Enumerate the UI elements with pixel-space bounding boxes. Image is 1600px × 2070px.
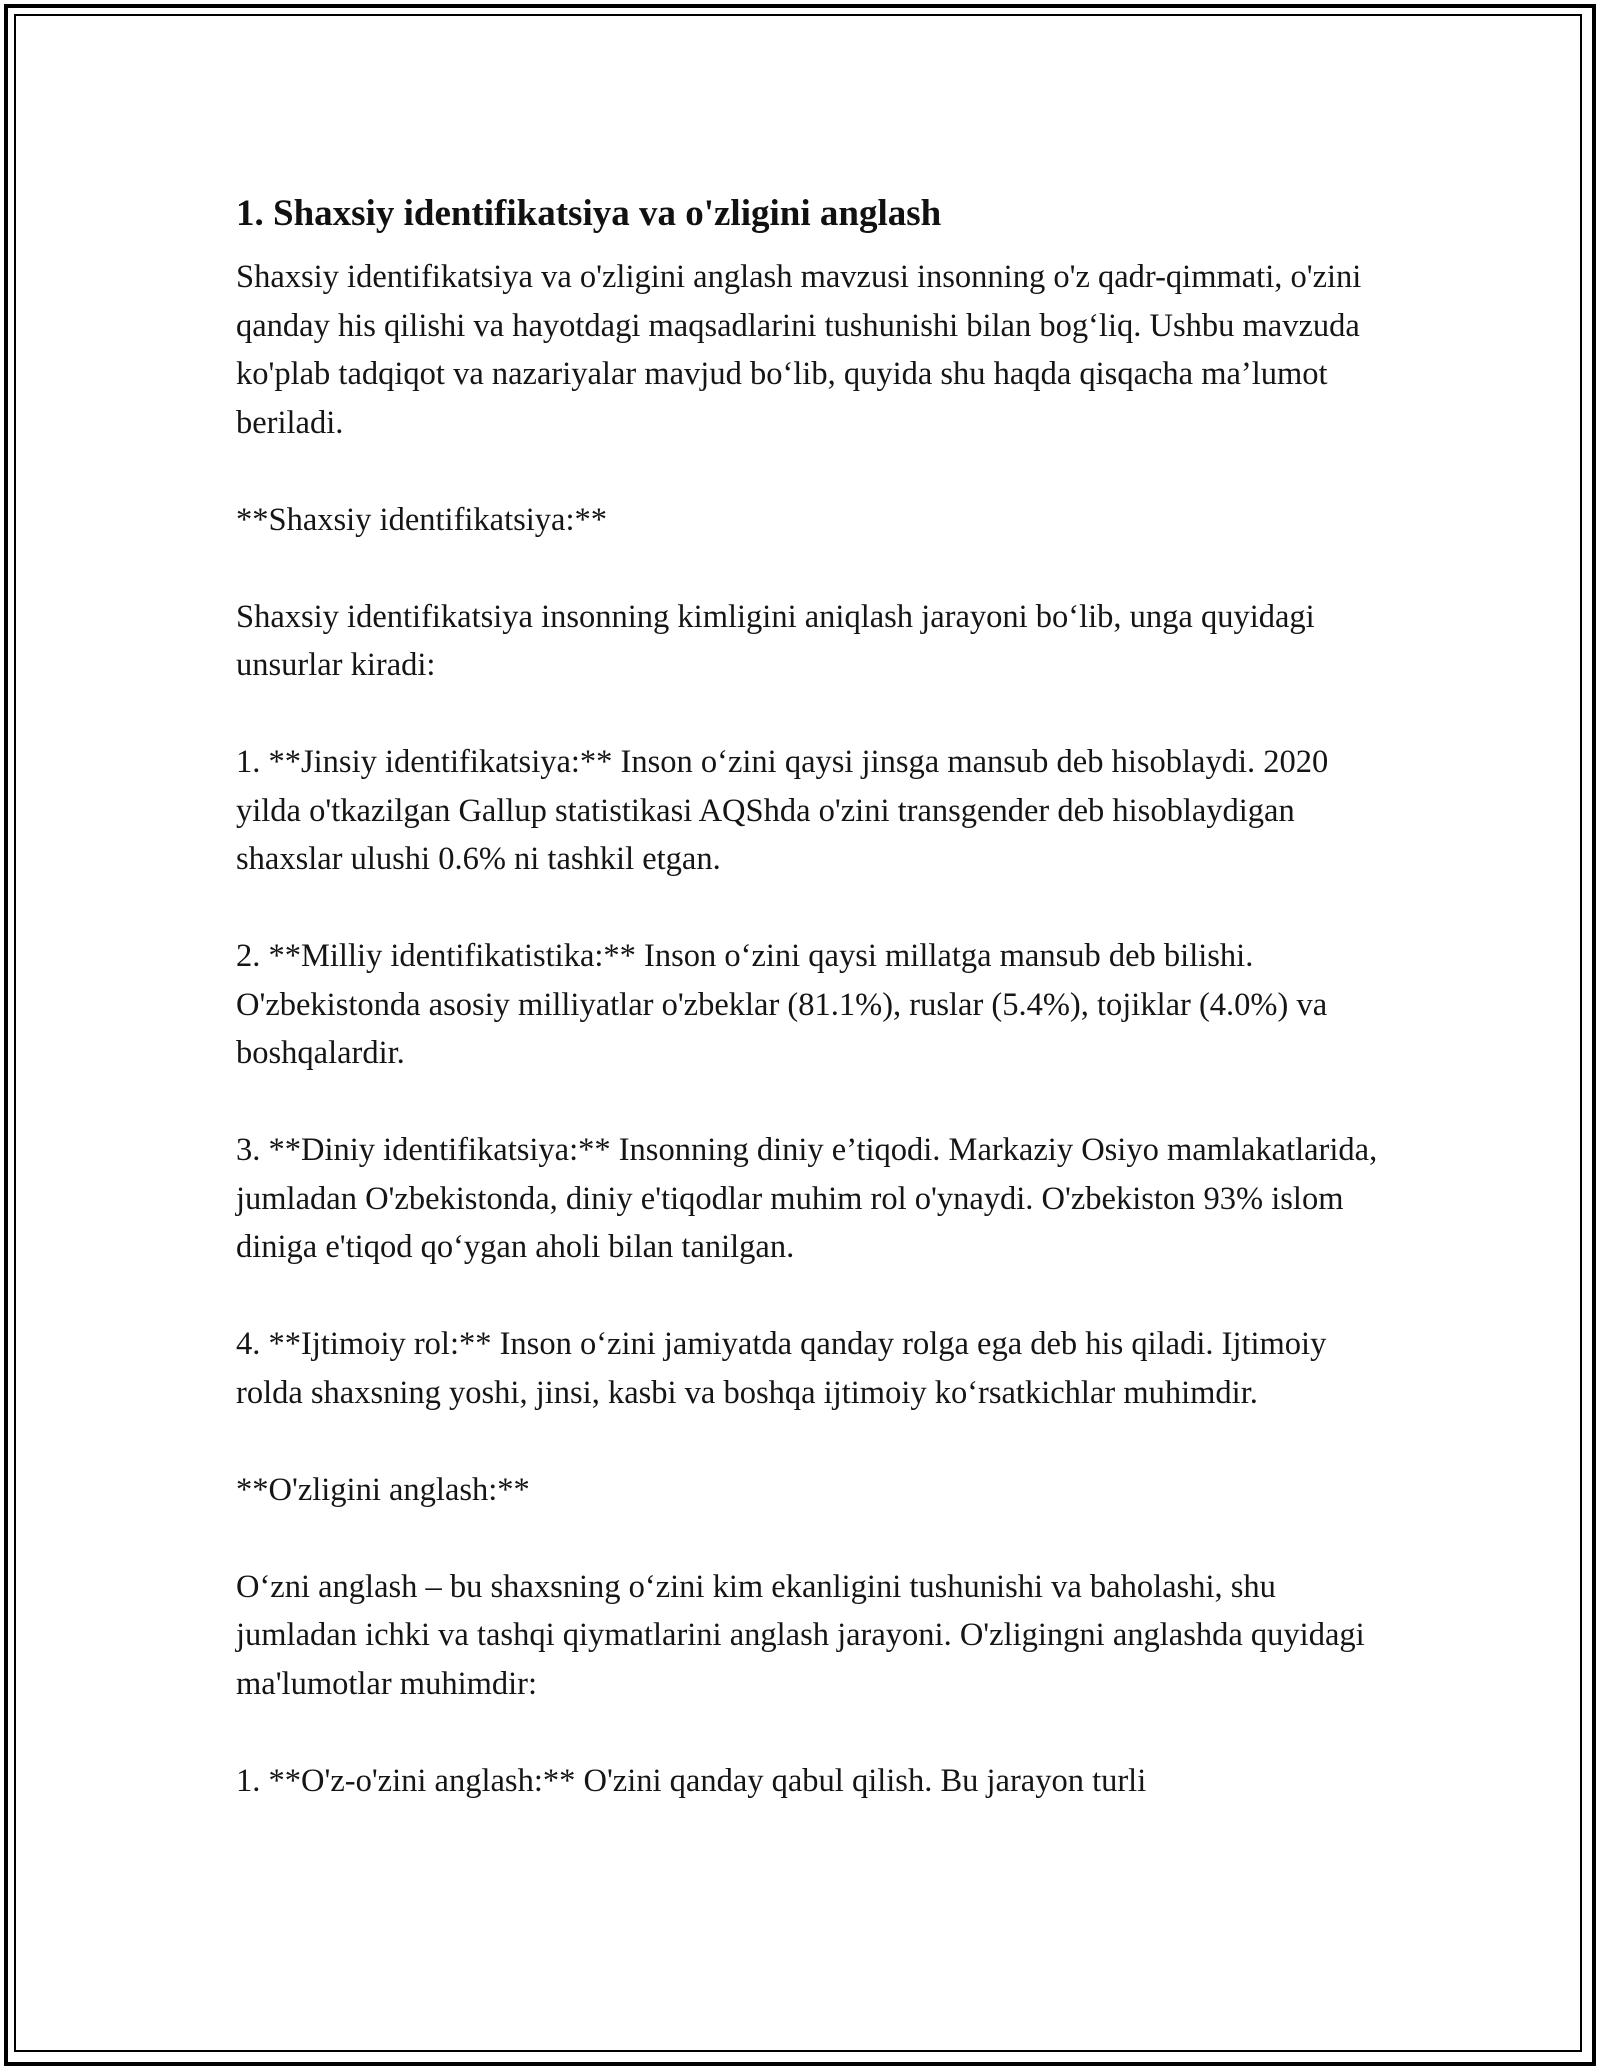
list-item-gender-identity: 1. **Jinsiy identifikatsiya:** Inson o‘zini qaysi jinsga mansub deb hisoblaydi. 2020 yilda o'tkazilgan Gallup statistikasi AQShda o'zini transgender deb hisoblaydigan shaxslar ulushi 0.6% ni tashkil etgan. (236, 744, 1329, 877)
list-item-self-perception: 1. **O'z-o'zini anglash:** O'zini qanday qabul qilish. Bu jarayon turli (236, 1762, 1147, 1799)
list-item-national-identity: 2. **Milliy identifikatistika:** Inson o‘zini qaysi millatga mansub deb bilishi. O'zbekistonda asosiy milliyatlar o'zbeklar (81.1%), ruslar (5.4%), tojiklar (4.0%) va boshqalardir. (236, 938, 1328, 1071)
self-awareness-intro-paragraph: O‘zni anglash – bu shaxsning o‘zini kim ekanligini tushunishi va baholashi, shu jumladan ichki va tashqi qiymatlarini anglash jarayoni. O'zligingni anglashda quyidagi ma'lumotlar muhimdir: (236, 1568, 1365, 1702)
document-title: 1. Shaxsiy identifikatsiya va o'zligini anglash (236, 193, 942, 234)
identification-intro-paragraph: Shaxsiy identifikatsiya insonning kimligini aniqlash jarayoni bo‘lib, unga quyidagi unsurlar kiradi: (236, 598, 1315, 683)
list-item-social-role: 4. **Ijtimoiy rol:** Inson o‘zini jamiyatda qanday rolga ega deb his qiladi. Ijtimoiy rolda shaxsning yoshi, jinsi, kasbi va boshqa ijtimoiy ko‘rsatkichlar muhimdir. (236, 1326, 1327, 1411)
document-body (236, 186, 1386, 1854)
list-item-religious-identity: 3. **Diniy identifikatsiya:** Insonning diniy e’tiqodi. Markaziy Osiyo mamlakatlarida, jumladan O'zbekistonda, diniy e'tiqodlar muhim rol o'ynaydi. O'zbekiston 93% islom diniga e'tiqod qo‘ygan aholi bilan tanilgan. (236, 1132, 1378, 1265)
intro-paragraph: Shaxsiy identifikatsiya va o'zligini anglash mavzusi insonning o'z qadr-qimmati, o'zini qanday his qilishi va hayotdagi maqsadlarini tushunishi bilan bog‘liq. Ushbu mavzuda ko'plab tadqiqot va nazariyalar mavjud bo‘lib, quyida shu haqda qisqacha ma’lumot beriladi. (236, 259, 1362, 441)
section-heading-identification: **Shaxsiy identifikatsiya:** (236, 501, 608, 538)
section-heading-self-awareness: **O'zligini anglash:** (236, 1471, 530, 1508)
